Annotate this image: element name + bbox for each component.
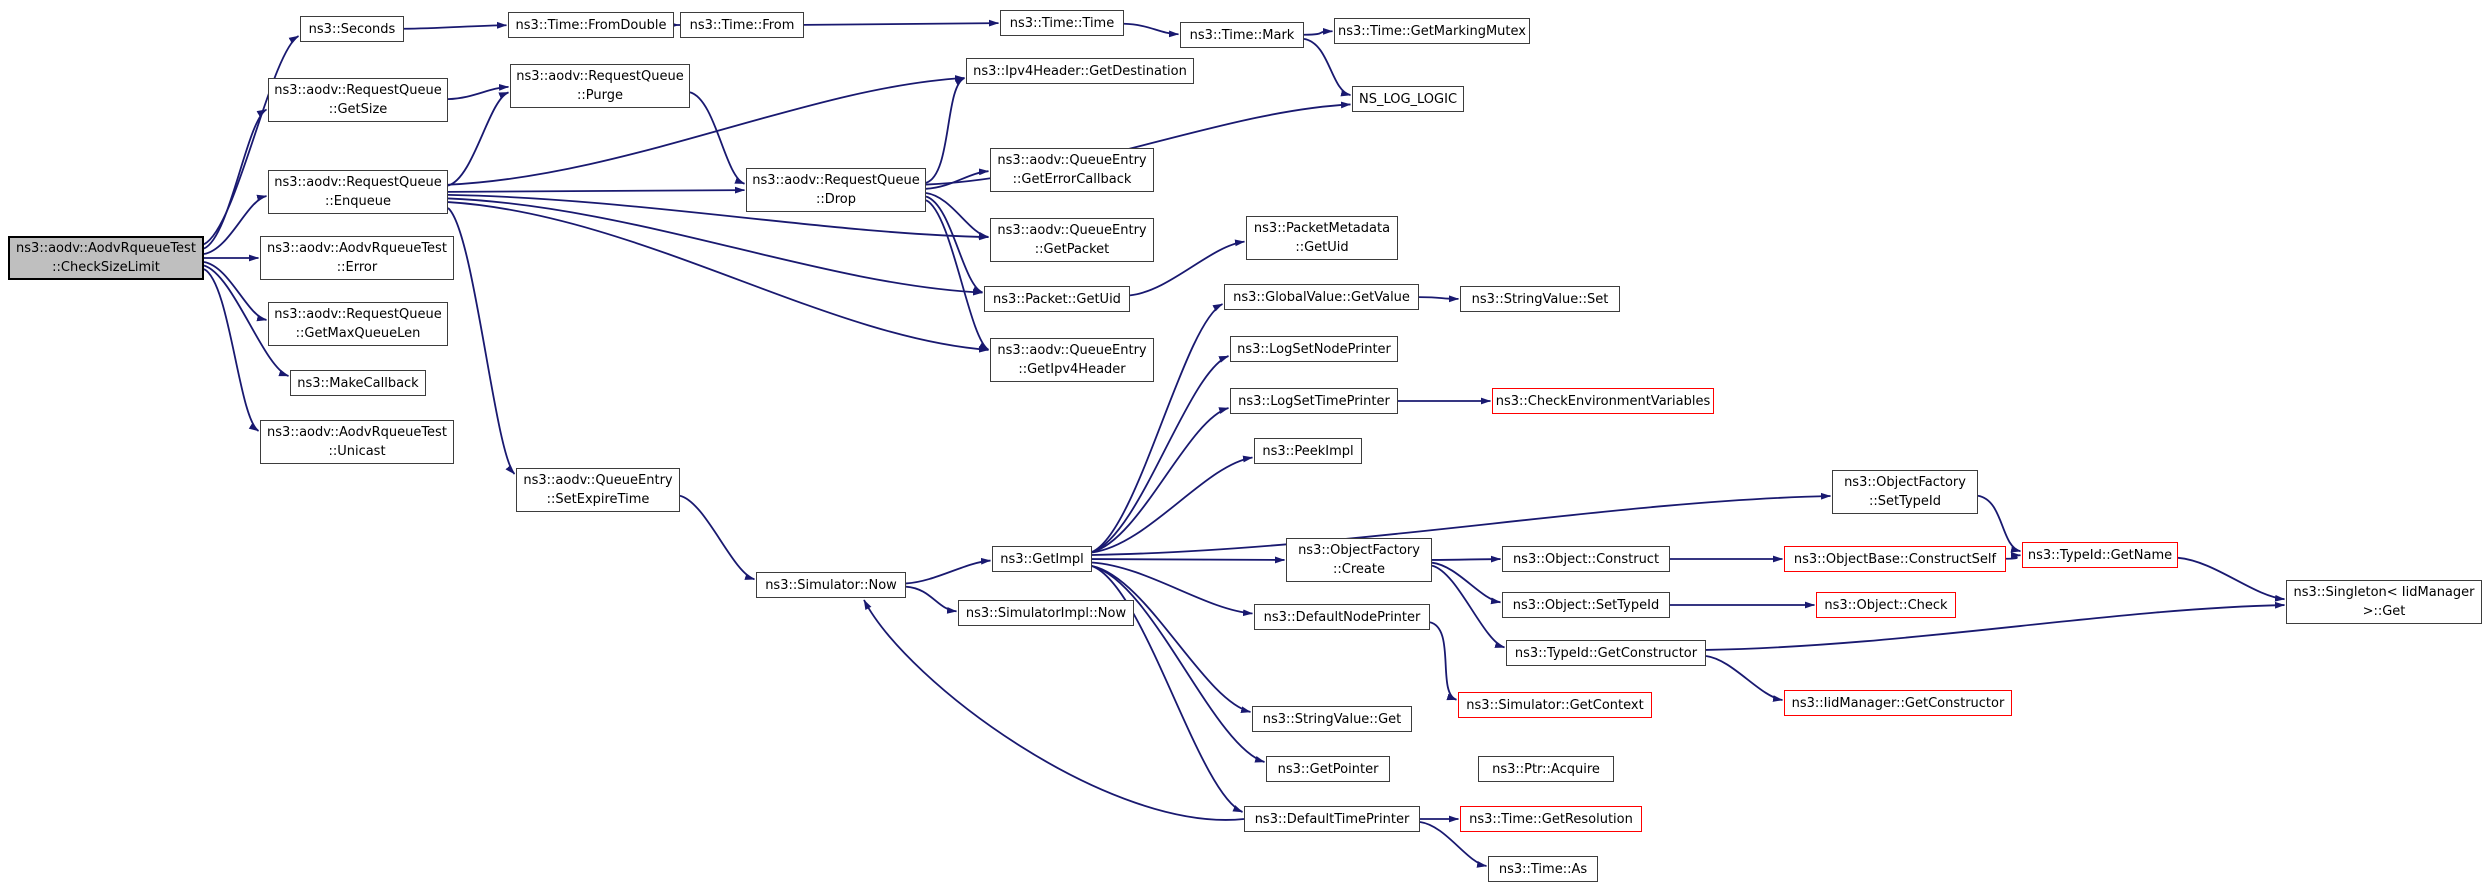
- edge-get-impl-to-log-set-time-printer: [1092, 408, 1229, 552]
- graph-node-ptr-acquire[interactable]: [1478, 756, 1614, 782]
- graph-node-time-mark[interactable]: [1180, 22, 1304, 48]
- graph-node-label: ns3::aodv::QueueEntry: [997, 223, 1147, 238]
- graph-node-seconds[interactable]: [300, 16, 404, 42]
- graph-node-packet-get-uid[interactable]: [984, 286, 1130, 312]
- graph-node-label: ns3::Time::Time: [1009, 15, 1115, 31]
- edge-check-size-limit-to-request-queue-get-size: [204, 109, 267, 248]
- graph-node-label: ns3::aodv::AodvRqueueTest: [16, 241, 196, 256]
- graph-node-label: ::CheckSizeLimit: [52, 260, 160, 275]
- graph-node-label: ns3::IidManager::GetConstructor: [1791, 695, 2005, 711]
- graph-node-time-time[interactable]: [1000, 10, 1124, 36]
- graph-node-check-size-limit: [8, 236, 204, 280]
- graph-node-label: ns3::aodv::RequestQueue: [274, 83, 442, 98]
- graph-node-singleton-iid-manager-get[interactable]: [2286, 580, 2482, 624]
- edge-request-queue-purge-to-request-queue-drop: [690, 92, 745, 184]
- graph-node-label: ns3::aodv::QueueEntry: [523, 473, 673, 488]
- graph-node-label: ns3::StringValue::Get: [1262, 711, 1402, 727]
- graph-node-queue-entry-set-expire-time[interactable]: [516, 468, 680, 512]
- graph-node-label: ::GetPacket: [1034, 242, 1110, 257]
- graph-node-get-pointer[interactable]: [1266, 756, 1390, 782]
- edge-global-value-get-value-to-string-value-set: [1419, 297, 1459, 299]
- edge-simulator-now-to-get-impl: [906, 561, 991, 584]
- graph-node-label: ::GetUid: [1295, 240, 1349, 255]
- graph-node-iid-manager-get-constructor[interactable]: [1784, 690, 2012, 716]
- graph-node-label: ns3::Object::Check: [1824, 597, 1948, 613]
- graph-node-label: ns3::DefaultTimePrinter: [1254, 811, 1410, 827]
- graph-node-ns-log-logic[interactable]: [1352, 86, 1464, 112]
- graph-node-label: ::GetErrorCallback: [1012, 172, 1132, 187]
- graph-node-label: ns3::aodv::RequestQueue: [274, 307, 442, 322]
- graph-node-object-factory-set-type-id[interactable]: [1832, 470, 1978, 514]
- edge-get-impl-to-string-value-get: [1092, 566, 1251, 712]
- graph-node-object-factory-create[interactable]: [1286, 538, 1432, 582]
- graph-node-packet-metadata-get-uid[interactable]: [1246, 216, 1398, 260]
- graph-node-label: ::Unicast: [328, 444, 386, 459]
- graph-node-request-queue-purge[interactable]: [510, 64, 690, 108]
- graph-node-queue-entry-get-packet[interactable]: [990, 218, 1154, 262]
- graph-node-label: ::Purge: [577, 88, 623, 103]
- edge-default-time-printer-to-simulator-now: [864, 600, 1244, 820]
- graph-node-log-set-time-printer[interactable]: [1230, 388, 1398, 414]
- edge-request-queue-drop-to-queue-entry-get-error-callback: [926, 171, 989, 189]
- graph-node-label: ns3::GlobalValue::GetValue: [1233, 289, 1410, 305]
- graph-node-label: ns3::Seconds: [308, 21, 396, 37]
- graph-node-request-queue-get-max-queue-len[interactable]: [268, 302, 448, 346]
- graph-node-object-base-construct-self[interactable]: [1784, 546, 2006, 572]
- edge-get-impl-to-log-set-node-printer: [1092, 356, 1229, 552]
- edge-default-node-printer-to-simulator-get-context: [1430, 622, 1457, 699]
- graph-node-make-callback[interactable]: [290, 370, 426, 396]
- edge-type-id-get-constructor-to-iid-manager-get-constructor: [1706, 656, 1783, 700]
- graph-node-label: ns3::TypeId::GetConstructor: [1514, 645, 1698, 661]
- edge-request-queue-enqueue-to-packet-get-uid: [448, 198, 983, 292]
- graph-node-string-value-get[interactable]: [1252, 706, 1412, 732]
- edge-get-impl-to-object-factory-create: [1092, 559, 1285, 560]
- graph-node-label: ns3::Time::GetMarkingMutex: [1338, 23, 1526, 39]
- graph-node-label: ns3::ObjectBase::ConstructSelf: [1793, 551, 1997, 567]
- graph-node-label: ns3::Object::Construct: [1512, 551, 1660, 567]
- graph-node-time-as[interactable]: [1488, 856, 1598, 882]
- edge-time-time-to-time-mark: [1124, 24, 1179, 35]
- graph-node-object-construct[interactable]: [1502, 546, 1670, 572]
- graph-node-label: ::Drop: [815, 192, 857, 207]
- graph-node-simulator-now[interactable]: [756, 572, 906, 598]
- graph-node-label: ns3::Time::FromDouble: [515, 17, 667, 33]
- graph-node-label: >::Get: [2362, 604, 2406, 619]
- graph-node-label: ns3::DefaultNodePrinter: [1263, 609, 1421, 625]
- graph-node-label: ns3::GetPointer: [1277, 761, 1379, 777]
- edge-request-queue-enqueue-to-queue-entry-get-ipv4-header: [448, 202, 989, 350]
- edge-simulator-now-to-simulator-impl-now: [906, 587, 957, 612]
- graph-node-simulator-get-context[interactable]: [1458, 692, 1652, 718]
- edge-request-queue-enqueue-to-request-queue-drop: [448, 190, 745, 192]
- edge-request-queue-enqueue-to-queue-entry-set-expire-time: [448, 208, 515, 474]
- edge-check-size-limit-to-aodv-rqueue-test-unicast: [204, 269, 259, 431]
- graph-node-aodv-rqueue-test-error[interactable]: [260, 236, 454, 280]
- graph-node-label: ns3::PeekImpl: [1262, 443, 1354, 459]
- graph-node-label: ns3::StringValue::Set: [1471, 291, 1609, 307]
- graph-node-label: ns3::Ptr::Acquire: [1492, 761, 1600, 777]
- graph-node-label: ns3::aodv::AodvRqueueTest: [267, 425, 447, 440]
- graph-node-label: NS_LOG_LOGIC: [1358, 91, 1458, 107]
- graph-node-label: ns3::aodv::AodvRqueueTest: [267, 241, 447, 256]
- edge-object-factory-set-type-id-to-type-id-get-name: [1978, 496, 2021, 551]
- graph-node-default-time-printer[interactable]: [1244, 806, 1420, 832]
- graph-node-label: ns3::SimulatorImpl::Now: [965, 605, 1127, 621]
- graph-node-label: ns3::Time::Mark: [1189, 27, 1295, 43]
- graph-node-label: ns3::Simulator::Now: [765, 577, 897, 593]
- graph-node-label: ::GetSize: [328, 102, 388, 117]
- graph-node-type-id-get-name[interactable]: [2022, 542, 2178, 568]
- graph-node-label: ns3::aodv::RequestQueue: [274, 175, 442, 190]
- graph-node-label: ns3::Time::GetResolution: [1469, 811, 1633, 827]
- graph-node-peek-impl[interactable]: [1254, 438, 1362, 464]
- edge-check-size-limit-to-request-queue-enqueue: [204, 196, 267, 254]
- graph-node-label: ::GetMaxQueueLen: [295, 326, 421, 341]
- edge-get-impl-to-peek-impl: [1092, 457, 1253, 552]
- graph-node-time-from-double[interactable]: [508, 12, 674, 38]
- edge-object-base-construct-self-to-type-id-get-name: [2006, 555, 2021, 559]
- graph-node-object-set-type-id[interactable]: [1502, 592, 1670, 618]
- graph-node-time-from[interactable]: [680, 12, 804, 38]
- graph-node-label: ns3::LogSetNodePrinter: [1237, 341, 1391, 357]
- edge-queue-entry-set-expire-time-to-simulator-now: [680, 496, 755, 580]
- edge-time-mark-to-ns-log-logic: [1304, 39, 1351, 95]
- edge-object-factory-create-to-object-construct: [1432, 559, 1501, 560]
- graph-node-label: ns3::TypeId::GetName: [2027, 547, 2173, 563]
- graph-node-label: ns3::aodv::RequestQueue: [516, 69, 684, 84]
- edge-request-queue-enqueue-to-request-queue-purge: [448, 92, 509, 185]
- edge-type-id-get-constructor-to-singleton-iid-manager-get: [1706, 605, 2285, 650]
- graph-node-queue-entry-get-ipv4-header[interactable]: [990, 338, 1154, 382]
- graph-node-label: ns3::Simulator::GetContext: [1466, 697, 1644, 713]
- graph-node-label: ns3::GetImpl: [1000, 551, 1084, 567]
- edge-type-id-get-name-to-singleton-iid-manager-get: [2178, 558, 2285, 599]
- graph-node-label: ns3::Time::From: [689, 17, 795, 33]
- graph-node-global-value-get-value[interactable]: [1224, 284, 1419, 310]
- graph-node-label: ns3::CheckEnvironmentVariables: [1495, 393, 1711, 409]
- edge-seconds-to-time-from-double: [404, 25, 507, 29]
- graph-node-label: ::GetIpv4Header: [1018, 362, 1126, 377]
- graph-node-label: ns3::MakeCallback: [297, 375, 419, 391]
- graph-node-type-id-get-constructor[interactable]: [1506, 640, 1706, 666]
- graph-node-label: ns3::Packet::GetUid: [993, 291, 1121, 307]
- edge-get-impl-to-get-pointer: [1092, 566, 1265, 762]
- graph-node-simulator-impl-now[interactable]: [958, 600, 1134, 626]
- graph-node-label: ns3::aodv::QueueEntry: [997, 153, 1147, 168]
- graph-node-ipv4-header-get-destination[interactable]: [966, 58, 1194, 84]
- graph-node-check-environment-variables[interactable]: [1492, 388, 1714, 414]
- graph-node-label: ::SetExpireTime: [546, 492, 650, 507]
- graph-node-label: ::Enqueue: [325, 194, 391, 209]
- graph-node-request-queue-get-size[interactable]: [268, 78, 448, 122]
- edge-request-queue-drop-to-queue-entry-get-packet: [926, 193, 989, 237]
- graph-node-time-get-resolution[interactable]: [1460, 806, 1642, 832]
- graph-node-label: ns3::aodv::RequestQueue: [752, 173, 920, 188]
- graph-node-label: ns3::ObjectFactory: [1844, 475, 1966, 490]
- graph-node-object-check[interactable]: [1816, 592, 1956, 618]
- graph-node-time-get-marking-mutex[interactable]: [1334, 18, 1530, 44]
- graph-node-label: ns3::Ipv4Header::GetDestination: [973, 63, 1187, 79]
- edge-request-queue-drop-to-queue-entry-get-ipv4-header: [926, 200, 989, 350]
- graph-node-aodv-rqueue-test-unicast[interactable]: [260, 420, 454, 464]
- graph-node-log-set-node-printer[interactable]: [1230, 336, 1398, 362]
- edge-check-size-limit-to-request-queue-get-max-queue-len: [204, 262, 267, 320]
- edge-object-factory-create-to-type-id-get-constructor: [1432, 566, 1505, 648]
- edge-get-impl-to-object-factory-set-type-id: [1092, 496, 1831, 555]
- edge-time-from-to-time-time: [804, 23, 999, 25]
- graph-node-request-queue-drop[interactable]: [746, 168, 926, 212]
- edge-request-queue-get-size-to-request-queue-purge: [448, 87, 509, 99]
- edge-object-factory-create-to-object-set-type-id: [1432, 563, 1501, 603]
- graph-node-label: ::SetTypeId: [1868, 494, 1942, 509]
- graph-node-label: ns3::Object::SetTypeId: [1512, 597, 1660, 613]
- graph-node-label: ns3::Singleton< IidManager: [2293, 585, 2475, 600]
- graph-node-label: ns3::Time::As: [1498, 861, 1588, 877]
- graph-node-label: ns3::ObjectFactory: [1298, 543, 1420, 558]
- graph-node-get-impl[interactable]: [992, 546, 1092, 572]
- graph-node-queue-entry-get-error-callback[interactable]: [990, 148, 1154, 192]
- graph-node-label: ns3::PacketMetadata: [1253, 221, 1391, 236]
- graph-node-string-value-set[interactable]: [1460, 286, 1620, 312]
- graph-node-label: ns3::LogSetTimePrinter: [1238, 393, 1390, 409]
- edge-request-queue-drop-to-ipv4-header-get-destination: [926, 78, 965, 183]
- graph-node-default-node-printer[interactable]: [1254, 604, 1430, 630]
- edge-time-mark-to-time-get-marking-mutex: [1304, 31, 1333, 35]
- graph-node-label: ns3::aodv::QueueEntry: [997, 343, 1147, 358]
- graph-node-label: ::Error: [336, 260, 378, 275]
- edge-request-queue-drop-to-packet-get-uid: [926, 197, 983, 293]
- graph-node-request-queue-enqueue[interactable]: [268, 170, 448, 214]
- graph-node-label: ::Create: [1333, 562, 1385, 577]
